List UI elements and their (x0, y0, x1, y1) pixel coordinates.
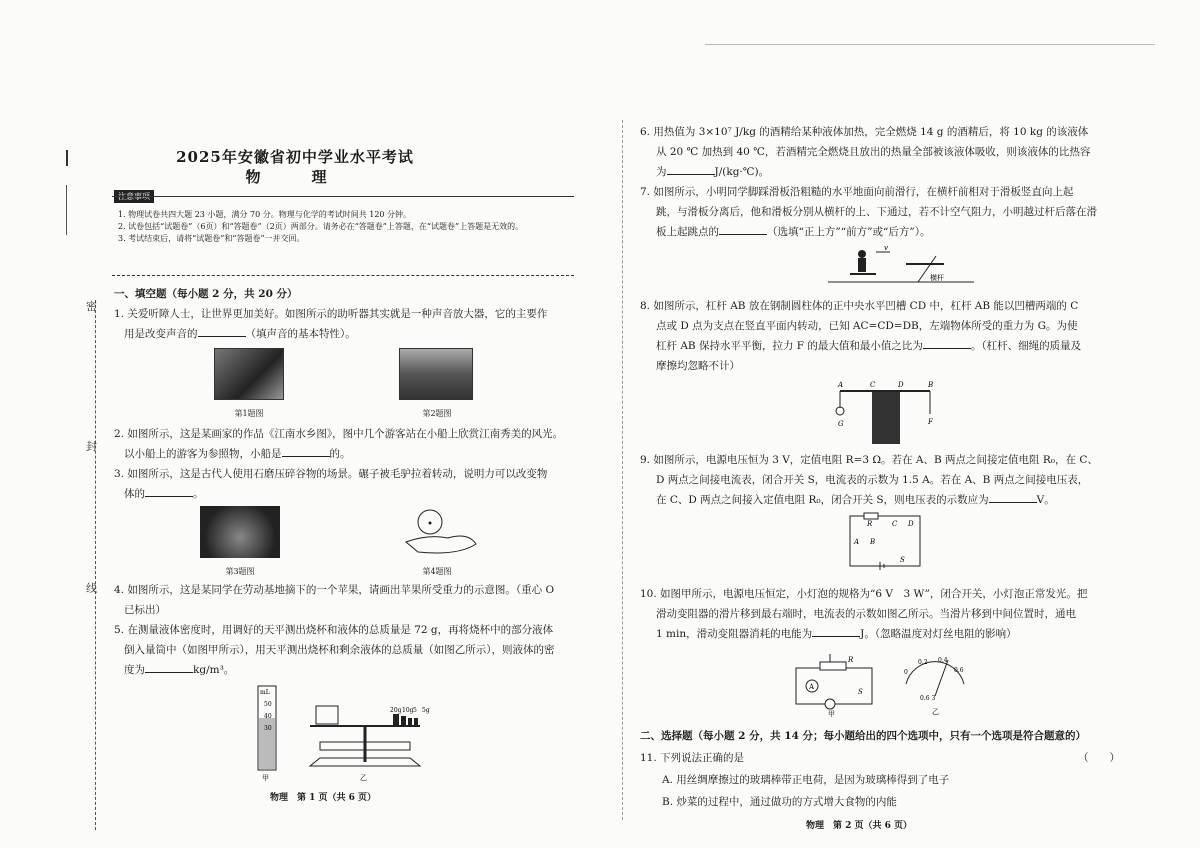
question-6-line1: 6. 用热值为 3×10⁷ J/kg 的酒精给某种液体加热，完全燃烧 14 g 的酒精后，将 10 kg 的该液体 (640, 126, 1089, 138)
q1-text: 用是改变声音的 (124, 328, 198, 340)
skateboard-figure (826, 244, 976, 294)
question-11-stem: 11. 下列说法正确的是 (640, 752, 745, 764)
meter-tick: 0 (904, 669, 908, 676)
question-9-line1: 9. 如图所示，电源电压恒为 3 V，定值电阻 R=3 Ω。若在 A、B 两点之间接定值电阻 R₀，在 C、 (640, 454, 1098, 466)
binding-mark (66, 150, 68, 166)
weight-label: 5 (413, 707, 417, 714)
jiangnan-painting-photo (399, 348, 473, 400)
question-7-line2: 跳，与滑板分离后，他和滑板分别从横杆的上、下通过，若不计空气阻力，小明越过杆后落在滑 (656, 206, 1097, 218)
q6-text: J/(kg·℃)。 (714, 166, 770, 178)
weight-label: 10g (402, 707, 414, 714)
exam-title: 2025年安徽省初中学业水平考试 (176, 148, 414, 166)
question-1-line1: 1. 关爱听障人士，让世界更加美好。如图所示的助听器其实就是一种声音放大器，它的主要作 (114, 308, 548, 320)
question-6-line3 (656, 162, 1140, 182)
question-8-line4: 摩擦均忽略不计） (656, 360, 740, 372)
question-8-line3 (656, 336, 1140, 356)
question-5-line2: 倒入量筒中（如图甲所示），用天平测出烧杯和剩余液体的总质量（如图乙所示），则液体的密 (124, 644, 555, 656)
q3-text: 。 (193, 488, 204, 500)
label-jia: 甲 (262, 774, 269, 782)
cyl-tick: 50 (264, 701, 272, 708)
q7-text: （选填“正上方”“前方”或“后方”）。 (767, 226, 931, 238)
crossbar-label: 横杆 (930, 274, 944, 282)
notice-tag: 注意事项 (114, 190, 154, 203)
meter-terminals: 0.6 3 (920, 695, 936, 702)
q10-text: 1 min，滑动变阻器消耗的电能为 (656, 628, 813, 640)
q1-text: （填声音的基本特性）。 (245, 328, 356, 340)
circuit-q10-figure (790, 648, 880, 718)
answer-blank[interactable] (198, 336, 246, 337)
answer-blank[interactable] (719, 234, 767, 235)
answer-blank[interactable] (812, 636, 860, 637)
cylinder-balance-figure (250, 684, 450, 782)
figure-caption: 第3题图 (225, 567, 255, 576)
side-mark-xian: 线 (86, 582, 97, 595)
q7-text: 板上起跳点的 (656, 226, 719, 238)
q8-text: 杠杆 AB 保持水平平衡，拉力 F 的最大值和最小值之比为 (656, 340, 923, 352)
top-rule (705, 44, 1155, 45)
lever-point: A (838, 381, 844, 389)
side-mark-feng: 封 (86, 440, 97, 453)
point-A-label: A (854, 538, 860, 546)
point-D-label: D (908, 520, 914, 528)
question-4-line1: 4. 如图所示，这是某同学在劳动基地摘下的一个苹果，请画出苹果所受重力的示意图。（重心 O (114, 584, 555, 596)
question-5-line1: 5. 在测量液体密度时，用调好的天平测出烧杯和液体的总质量是 72 g，再将烧杯中的部分液体 (114, 624, 554, 636)
meter-tick: 0.2 (918, 659, 928, 666)
circuit-q9-figure (840, 510, 930, 574)
answer-parentheses[interactable]: （ ） (1078, 752, 1120, 764)
question-8-line2: 点或 D 点为支点在竖直平面内转动，已知 AC=CD=DB，左端物体所受的重力为 G。为使 (656, 320, 1078, 332)
millstone-photo (200, 506, 280, 558)
question-1-line2 (124, 324, 584, 344)
meter-tick: 0.6 (954, 667, 964, 674)
point-C-label: C (892, 520, 898, 528)
question-5-line3 (124, 660, 584, 680)
question-4-line2: 已标出） (124, 604, 166, 616)
weight-G-label: G (838, 420, 844, 428)
question-9-line3 (656, 490, 1140, 510)
question-3-line2 (124, 484, 584, 504)
option-B: B. 炒菜的过程中，通过做功的方式增大食物的内能 (662, 796, 897, 808)
binding-line-left (95, 300, 96, 830)
ammeter-label: A (809, 683, 815, 691)
point-B-label: B (870, 538, 876, 546)
figure-caption: 第4题图 (422, 567, 452, 576)
q9-text: V。 (1036, 494, 1055, 506)
hearing-aid-photo (214, 348, 284, 400)
switch-S-label: S (858, 688, 863, 696)
question-10-line3 (656, 624, 1140, 644)
answer-blank[interactable] (282, 456, 330, 457)
q2-text: 的。 (329, 448, 351, 460)
cyl-unit: mL (260, 689, 270, 696)
q5-text: kg/m³。 (193, 664, 235, 676)
q5-text: 度为 (124, 664, 145, 676)
q3-text: 体的 (124, 488, 145, 500)
notice-item: 1. 物理试卷共四大题 23 小题，满分 70 分。物理与化学的考试时间共 120 分钟。 (118, 210, 412, 219)
rheostat-R-label: R (848, 656, 854, 664)
resistor-R-label: R (867, 520, 873, 528)
page-divider (622, 120, 623, 820)
q2-text: 以小船上的游客为参照物，小船是 (124, 448, 282, 460)
section-1-heading: 一、填空题（每小题 2 分，共 20 分） (114, 288, 298, 300)
option-A: A. 用丝绸摩擦过的玻璃棒带正电荷，是因为玻璃棒得到了电子 (662, 774, 950, 786)
q8-text: 。（杠杆、细绳的质量及 (970, 340, 1082, 352)
q9-text: 在 C、D 两点之间接入定值电阻 R₀，闭合开关 S，则电压表的示数应为 (656, 494, 989, 506)
notice-box (112, 196, 574, 276)
question-10-line2: 滑动变阻器的滑片移到最右端时，电流表的示数如图乙所示。当滑片移到中间位置时，通电 (656, 608, 1076, 620)
question-7-line3 (656, 222, 1140, 242)
page-1-footer: 物理 第 1 页（共 6 页） (270, 793, 377, 803)
figure-caption: 第2题图 (422, 409, 452, 418)
label-yi: 乙 (932, 708, 939, 716)
weight-label: 20g (390, 707, 402, 714)
figure-caption: 第1题图 (234, 409, 264, 418)
question-7-line1: 7. 如图所示，小明同学脚踩滑板沿粗糙的水平地面向前滑行，在横杆前相对于滑板竖直向上起 (640, 186, 1074, 198)
apple-hand-figure (398, 504, 478, 560)
lever-figure (830, 378, 940, 446)
notice-item: 2. 试卷包括“试题卷”（6页）和“答题卷”（2页）两部分。请务必在“答题卷”上答题，在“试题卷”上答题是无效的。 (118, 222, 524, 231)
answer-blank[interactable] (923, 348, 971, 349)
label-yi: 乙 (360, 774, 367, 782)
question-9-line2: D 两点之间接电流表，闭合开关 S，电流表的示数为 1.5 A。若在 A、B 两点之间接电压表， (656, 474, 1089, 486)
page-2-footer: 物理 第 2 页（共 6 页） (806, 821, 913, 831)
meter-tick: 0.4 (938, 657, 948, 664)
answer-blank[interactable] (145, 672, 193, 673)
lever-point: D (898, 381, 904, 389)
switch-S-label: S (900, 556, 905, 564)
cyl-tick: 30 (264, 725, 272, 732)
velocity-label: v (884, 244, 888, 252)
binding-mark (66, 185, 67, 235)
question-6-line2: 从 20 ℃ 加热到 40 ℃，若酒精完全燃烧且放出的热量全部被该液体吸收，则该液体的比热容 (656, 146, 1091, 158)
force-F-label: F (928, 418, 933, 426)
question-2-line2 (124, 444, 584, 464)
lever-point: C (870, 381, 876, 389)
side-mark-mi: 密 (86, 300, 97, 313)
question-3-line1: 3. 如图所示，这是古代人使用石磨压碎谷物的场景。碾子被毛驴拉着转动，说明力可以改变物 (114, 468, 548, 480)
q10-text: J。（忽略温度对灯丝电阻的影响） (860, 628, 1017, 640)
exam-subject: 物 理 (245, 168, 345, 186)
answer-blank[interactable] (989, 502, 1037, 503)
q6-text: 为 (656, 166, 667, 178)
cyl-tick: 40 (264, 713, 272, 720)
section-2-heading: 二、选择题（每小题 2 分，共 14 分；每小题给出的四个选项中，只有一个选项是符合题意的） (640, 730, 1087, 742)
label-jia: 甲 (828, 710, 835, 718)
ammeter-dial-figure (900, 648, 970, 718)
question-2-line1: 2. 如图所示，这是某画家的作品《江南水乡图》，图中几个游客站在小船上欣赏江南秀美的风光。 (114, 428, 564, 440)
notice-item: 3. 考试结束后，请将“试题卷”和“答题卷”一并交回。 (118, 234, 305, 243)
question-8-line1: 8. 如图所示，杠杆 AB 放在钢制圆柱体的正中央水平凹槽 CD 中，杠杆 AB 能以凹槽两端的 C (640, 300, 1079, 312)
lever-point: B (928, 381, 934, 389)
answer-blank[interactable] (667, 174, 715, 175)
answer-blank[interactable] (145, 496, 193, 497)
question-10-line1: 10. 如图甲所示，电源电压恒定，小灯泡的规格为“6 V 3 W”，闭合开关，小灯泡正常发光。把 (640, 588, 1088, 600)
weight-label: 5g (422, 707, 430, 714)
